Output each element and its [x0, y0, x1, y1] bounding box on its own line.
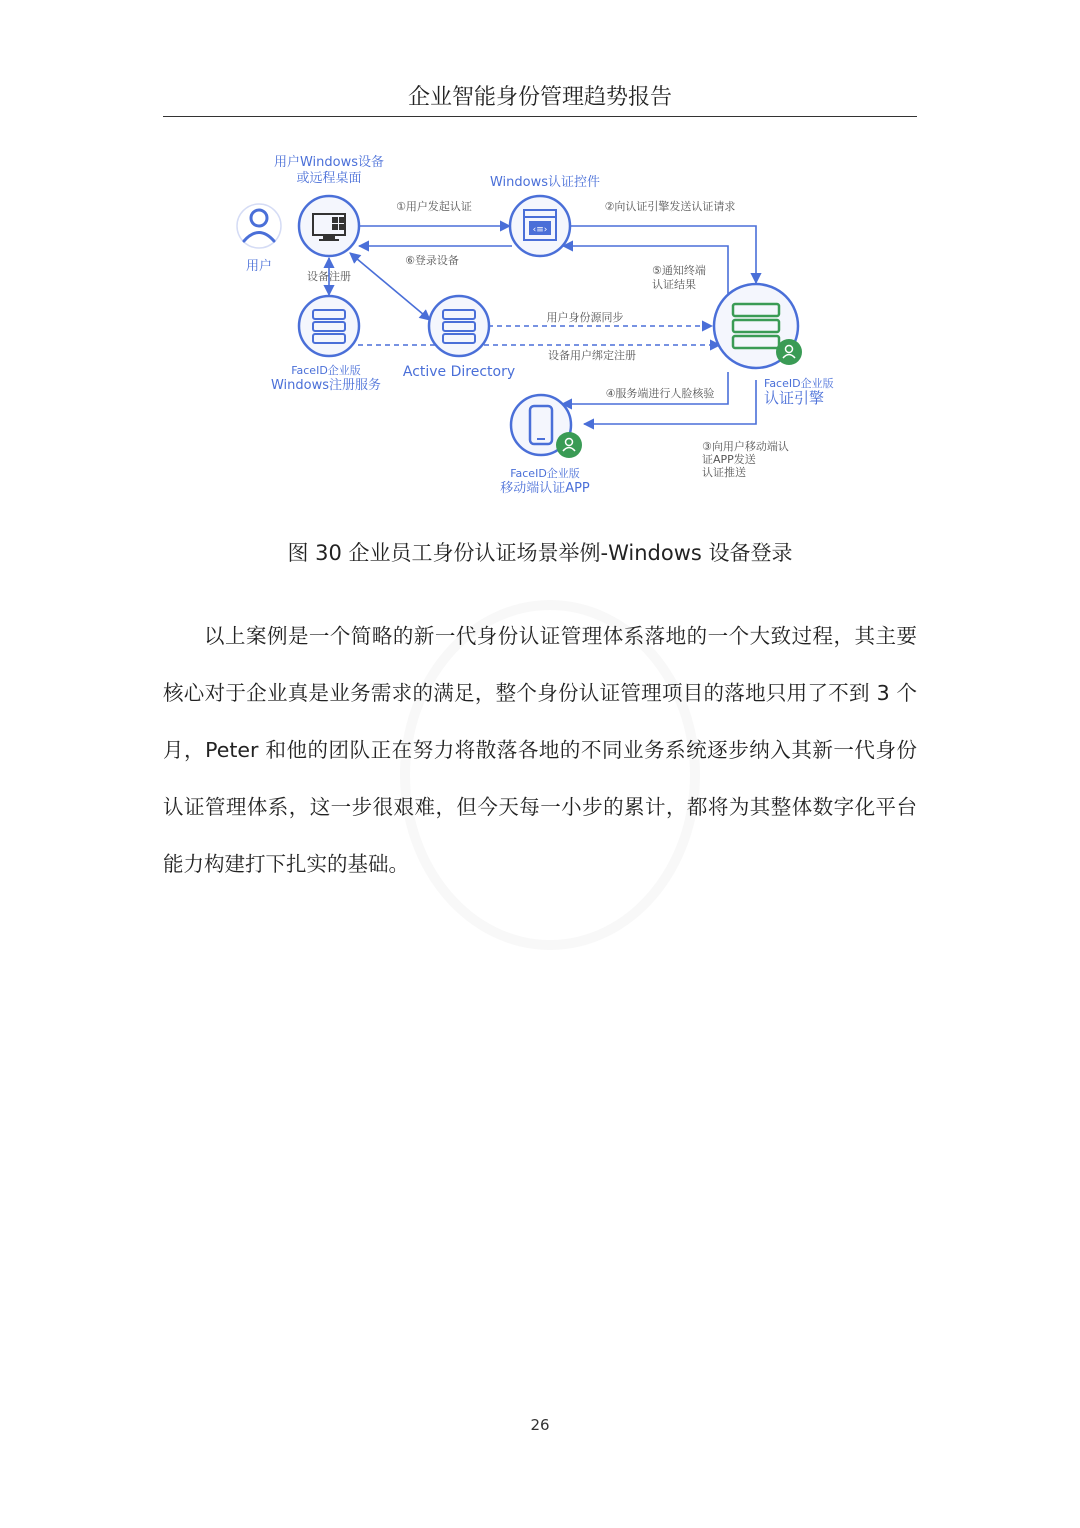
windows-device-icon: [299, 196, 359, 256]
auth-engine-label-2: 认证引擎: [764, 389, 825, 407]
active-directory-icon: [429, 296, 489, 356]
edge-step3-label-2: 证APP发送: [702, 453, 756, 466]
windows-control-label: Windows认证控件: [489, 175, 601, 190]
body-paragraph: 以上案例是一个简略的新一代身份认证管理体系落地的一个大致过程，其主要核心对于企业真是业务需求的满足，整个身份认证管理项目的落地只用了不到 3 个月，Peter 和他的团队正在努力将散落各地的不同业务系统逐步纳入其新一代身份认证管理体系，这一步很艰难，但今天每一小步的累计，都将为其整体数字化平台能力构建打下扎实的基础。: [163, 624, 917, 876]
figure-caption: 图 30 企业员工身份认证场景举例-Windows 设备登录: [287, 541, 793, 565]
edge-step4-label: ④服务端进行人脸核验: [605, 387, 715, 400]
auth-engine-icon: [714, 284, 802, 368]
edge-step5-label-2: 认证结果: [652, 278, 696, 291]
edge-step1-label: ①用户发起认证: [396, 200, 472, 213]
edge-step2-label: ②向认证引擎发送认证请求: [604, 200, 736, 213]
report-header-title: 企业智能身份管理趋势报告: [407, 85, 672, 110]
svg-text:‹≡›: ‹≡›: [532, 225, 548, 235]
edge-step3-label-3: 认证推送: [702, 466, 746, 479]
registration-service-icon: [299, 296, 359, 356]
header-rule: [163, 116, 917, 117]
user-label: 用户: [245, 259, 273, 274]
windows-device-label-2: 或远程桌面: [296, 171, 362, 186]
body-text: [163, 608, 917, 893]
mobile-app-label-1: FaceID企业版: [510, 467, 580, 480]
edge-step6-label: ⑥登录设备: [405, 254, 459, 267]
page-number: 26: [530, 1416, 550, 1434]
mobile-app-label-2: 移动端认证APP: [500, 481, 590, 496]
edge-step3-label-1: ③向用户移动端认: [702, 440, 789, 453]
registration-service-label-1: FaceID企业版: [291, 364, 361, 377]
auth-engine-label-1: FaceID企业版: [764, 377, 834, 390]
edge-device-register-label: 设备注册: [307, 270, 351, 283]
edge-device-bind-label: 设备用户绑定注册: [548, 349, 636, 362]
active-directory-label: Active Directory: [402, 364, 516, 380]
user-icon: [237, 204, 281, 248]
registration-service-label-2: Windows注册服务: [270, 378, 382, 393]
auth-flow-diagram: [0, 140, 1080, 510]
edge-identity-sync-label: 用户身份源同步: [546, 311, 624, 324]
windows-device-label-1: 用户Windows设备: [273, 155, 385, 170]
edge-step5-label-1: ⑤通知终端: [652, 264, 706, 277]
windows-control-icon: [510, 196, 570, 256]
